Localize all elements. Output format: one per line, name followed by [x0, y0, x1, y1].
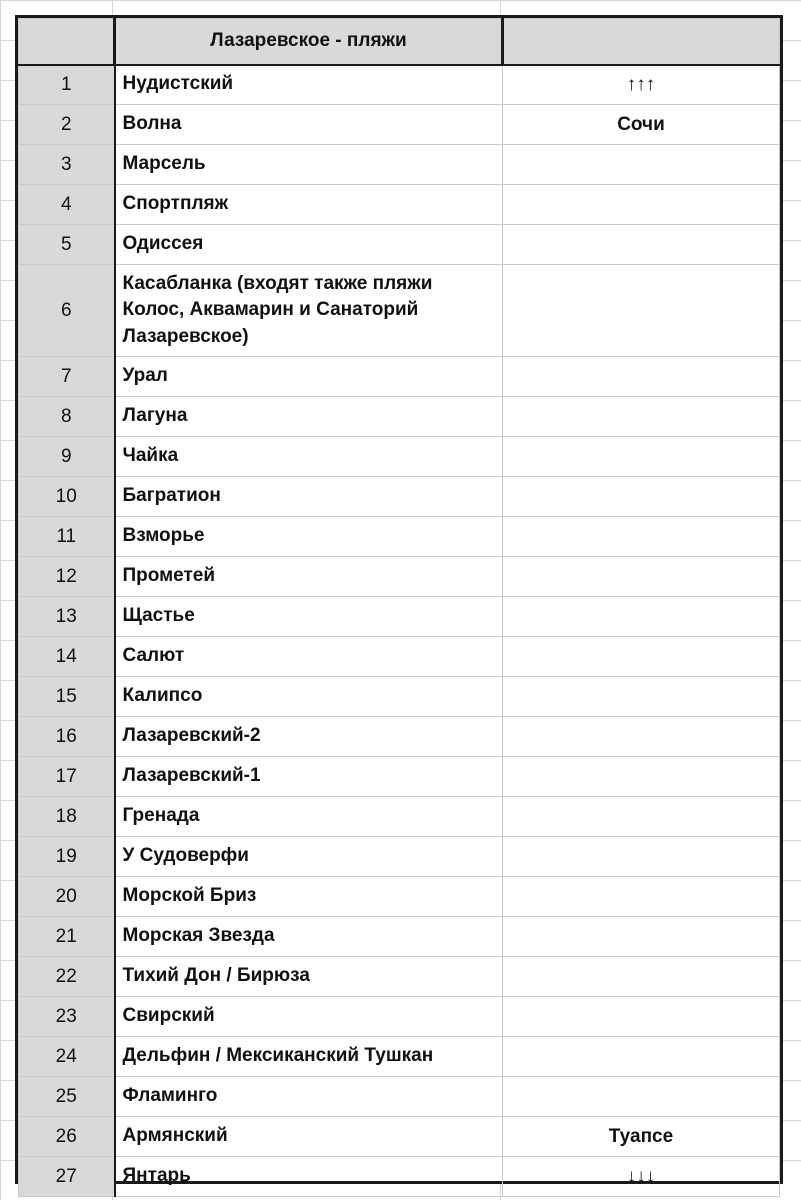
beach-name-cell[interactable]: Морская Звезда — [115, 917, 503, 957]
beach-name-cell[interactable]: Урал — [115, 357, 503, 397]
direction-note-cell[interactable] — [503, 717, 780, 757]
beach-name-cell[interactable]: Свирский — [115, 997, 503, 1037]
table-row — [19, 877, 780, 917]
direction-note-cell[interactable] — [503, 1037, 780, 1077]
beach-name-cell[interactable]: Взморье — [115, 517, 503, 557]
row-number-cell[interactable]: 6 — [19, 265, 115, 357]
table-row — [19, 757, 780, 797]
direction-note-cell[interactable] — [503, 1077, 780, 1117]
table-row — [19, 357, 780, 397]
row-number-cell[interactable]: 12 — [19, 557, 115, 597]
spreadsheet-table-frame — [15, 15, 783, 1187]
table-row — [19, 917, 780, 957]
beach-name-cell[interactable]: Волна — [115, 105, 503, 145]
direction-note-cell[interactable] — [503, 517, 780, 557]
row-number-cell[interactable]: 18 — [19, 797, 115, 837]
row-number-cell[interactable]: 27 — [19, 1157, 115, 1197]
table-row — [19, 957, 780, 997]
direction-note-cell[interactable] — [503, 265, 780, 357]
beach-name-cell[interactable]: Янтарь — [115, 1157, 503, 1197]
row-number-cell[interactable]: 19 — [19, 837, 115, 877]
header-note-cell[interactable] — [503, 19, 780, 65]
direction-note-cell[interactable] — [503, 397, 780, 437]
row-number-cell[interactable]: 15 — [19, 677, 115, 717]
direction-note-cell[interactable] — [503, 637, 780, 677]
row-number-cell[interactable]: 25 — [19, 1077, 115, 1117]
row-number-cell[interactable]: 2 — [19, 105, 115, 145]
direction-note-cell[interactable] — [503, 877, 780, 917]
direction-note-cell[interactable] — [503, 225, 780, 265]
beach-name-cell[interactable]: Лазаревский-1 — [115, 757, 503, 797]
row-number-cell[interactable]: 16 — [19, 717, 115, 757]
table-row — [19, 105, 780, 145]
row-number-cell[interactable]: 1 — [19, 65, 115, 105]
table-row — [19, 1117, 780, 1157]
table-row — [19, 517, 780, 557]
row-number-cell[interactable]: 11 — [19, 517, 115, 557]
row-number-cell[interactable]: 23 — [19, 997, 115, 1037]
row-number-cell[interactable]: 26 — [19, 1117, 115, 1157]
beach-name-cell[interactable]: Нудистский — [115, 65, 503, 105]
row-number-cell[interactable]: 9 — [19, 437, 115, 477]
row-number-cell[interactable]: 20 — [19, 877, 115, 917]
table-row — [19, 1077, 780, 1117]
table-row — [19, 797, 780, 837]
table-row — [19, 557, 780, 597]
direction-note-cell[interactable]: ↓↓↓ — [503, 1157, 780, 1197]
direction-note-cell[interactable] — [503, 997, 780, 1037]
direction-note-cell[interactable] — [503, 757, 780, 797]
direction-note-cell[interactable]: ↑↑↑ — [503, 65, 780, 105]
beach-name-cell[interactable]: Марсель — [115, 145, 503, 185]
beach-name-cell[interactable]: Щастье — [115, 597, 503, 637]
row-number-cell[interactable]: 3 — [19, 145, 115, 185]
row-number-cell[interactable]: 17 — [19, 757, 115, 797]
direction-note-cell[interactable] — [503, 837, 780, 877]
row-number-cell[interactable]: 8 — [19, 397, 115, 437]
beaches-table — [18, 18, 780, 1197]
direction-note-cell[interactable] — [503, 797, 780, 837]
beach-name-cell[interactable]: Спортпляж — [115, 185, 503, 225]
row-number-cell[interactable]: 4 — [19, 185, 115, 225]
row-number-cell[interactable]: 7 — [19, 357, 115, 397]
table-row — [19, 997, 780, 1037]
table-row — [19, 437, 780, 477]
row-number-cell[interactable]: 13 — [19, 597, 115, 637]
table-row — [19, 397, 780, 437]
direction-note-cell[interactable] — [503, 477, 780, 517]
table-row — [19, 145, 780, 185]
direction-note-cell[interactable] — [503, 677, 780, 717]
beach-name-cell[interactable]: Салют — [115, 637, 503, 677]
beach-name-cell[interactable]: Калипсо — [115, 677, 503, 717]
table-row — [19, 265, 780, 357]
table-row — [19, 717, 780, 757]
direction-note-cell[interactable]: Сочи — [503, 105, 780, 145]
beach-name-cell[interactable]: Прометей — [115, 557, 503, 597]
table-row — [19, 837, 780, 877]
beach-name-cell[interactable]: Морской Бриз — [115, 877, 503, 917]
row-number-cell[interactable]: 21 — [19, 917, 115, 957]
table-row — [19, 637, 780, 677]
table-row — [19, 597, 780, 637]
direction-note-cell[interactable] — [503, 185, 780, 225]
beach-name-cell[interactable]: Дельфин / Мексиканский Тушкан — [115, 1037, 503, 1077]
row-number-cell[interactable]: 5 — [19, 225, 115, 265]
table-row — [19, 185, 780, 225]
direction-note-cell[interactable] — [503, 597, 780, 637]
header-number-cell[interactable] — [19, 19, 115, 65]
beach-name-cell[interactable]: У Судоверфи — [115, 837, 503, 877]
header-title-cell[interactable]: Лазаревское - пляжи — [115, 19, 503, 65]
beach-name-cell[interactable]: Чайка — [115, 437, 503, 477]
direction-note-cell[interactable] — [503, 145, 780, 185]
beach-name-cell[interactable]: Лазаревский-2 — [115, 717, 503, 757]
row-number-cell[interactable]: 14 — [19, 637, 115, 677]
beach-name-cell[interactable]: Армянский — [115, 1117, 503, 1157]
row-number-cell[interactable]: 24 — [19, 1037, 115, 1077]
direction-note-cell[interactable] — [503, 557, 780, 597]
direction-note-cell[interactable] — [503, 917, 780, 957]
beach-name-cell[interactable]: Лагуна — [115, 397, 503, 437]
table-row — [19, 477, 780, 517]
table-row — [19, 65, 780, 105]
table-row — [19, 1157, 780, 1197]
direction-note-cell[interactable]: Туапсе — [503, 1117, 780, 1157]
direction-note-cell[interactable] — [503, 957, 780, 997]
beach-name-cell[interactable]: Касабланка (входят также пляжи Колос, Аквамарин и Санаторий Лазаревское) — [115, 265, 503, 357]
beach-name-cell[interactable]: Тихий Дон / Бирюза — [115, 957, 503, 997]
header-row — [19, 19, 780, 65]
table-row — [19, 225, 780, 265]
row-number-cell[interactable]: 22 — [19, 957, 115, 997]
beach-name-cell[interactable]: Гренада — [115, 797, 503, 837]
table-row — [19, 677, 780, 717]
beach-name-cell[interactable]: Багратион — [115, 477, 503, 517]
beach-name-cell[interactable]: Одиссея — [115, 225, 503, 265]
row-number-cell[interactable]: 10 — [19, 477, 115, 517]
direction-note-cell[interactable] — [503, 357, 780, 397]
direction-note-cell[interactable] — [503, 437, 780, 477]
table-row — [19, 1037, 780, 1077]
beach-name-cell[interactable]: Фламинго — [115, 1077, 503, 1117]
